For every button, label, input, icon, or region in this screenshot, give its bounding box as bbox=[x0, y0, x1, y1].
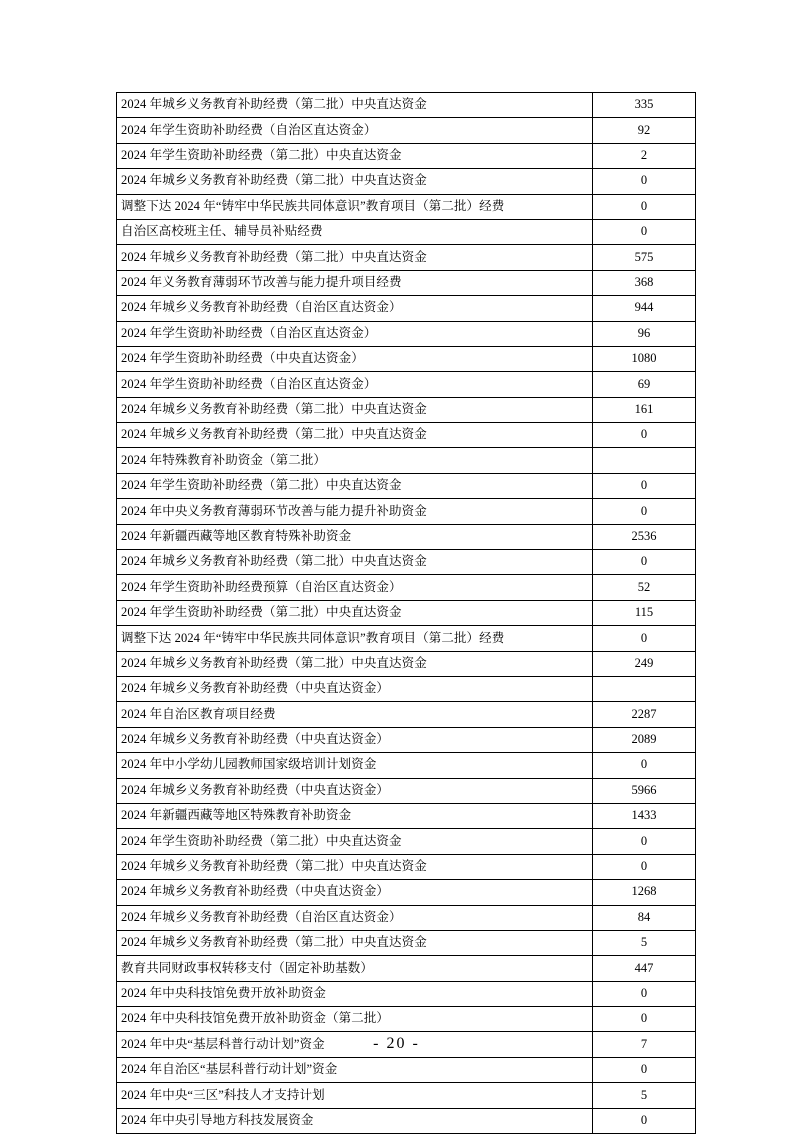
table-cell-item: 2024 年学生资助补助经费（中央直达资金） bbox=[117, 346, 593, 371]
table-row bbox=[117, 169, 696, 194]
table-cell-item: 2024 年城乡义务教育补助经费（第二批）中央直达资金 bbox=[117, 245, 593, 270]
table-cell-item: 2024 年城乡义务教育补助经费（中央直达资金） bbox=[117, 676, 593, 701]
table-row bbox=[117, 499, 696, 524]
table-cell-amount: 2089 bbox=[593, 727, 696, 752]
table-cell-item: 2024 年学生资助补助经费（自治区直达资金） bbox=[117, 321, 593, 346]
table-row bbox=[117, 473, 696, 498]
table-row bbox=[117, 346, 696, 371]
table-cell-amount: 69 bbox=[593, 372, 696, 397]
table-cell-amount: 2 bbox=[593, 143, 696, 168]
table-row bbox=[117, 930, 696, 955]
table-cell-item: 2024 年学生资助补助经费（第二批）中央直达资金 bbox=[117, 143, 593, 168]
table-row bbox=[117, 702, 696, 727]
table-cell-item: 2024 年新疆西藏等地区特殊教育补助资金 bbox=[117, 803, 593, 828]
table-row bbox=[117, 981, 696, 1006]
table-row bbox=[117, 550, 696, 575]
table-cell-amount: 52 bbox=[593, 575, 696, 600]
table-cell-item: 2024 年学生资助补助经费（自治区直达资金） bbox=[117, 372, 593, 397]
table-cell-amount: 0 bbox=[593, 169, 696, 194]
table-cell-item: 2024 年自治区“基层科普行动计划”资金 bbox=[117, 1057, 593, 1082]
table-cell-amount bbox=[593, 676, 696, 701]
table-cell-amount: 0 bbox=[593, 829, 696, 854]
table-row bbox=[117, 397, 696, 422]
table-cell-item: 2024 年学生资助补助经费（第二批）中央直达资金 bbox=[117, 829, 593, 854]
table-cell-amount: 5966 bbox=[593, 778, 696, 803]
table-cell-amount: 368 bbox=[593, 270, 696, 295]
table-cell-item: 2024 年城乡义务教育补助经费（第二批）中央直达资金 bbox=[117, 651, 593, 676]
table-row bbox=[117, 245, 696, 270]
table-cell-item: 2024 年城乡义务教育补助经费（中央直达资金） bbox=[117, 727, 593, 752]
table-cell-amount: 0 bbox=[593, 499, 696, 524]
table-cell-amount: 84 bbox=[593, 905, 696, 930]
table-cell-amount: 0 bbox=[593, 981, 696, 1006]
table-cell-amount: 7 bbox=[593, 1032, 696, 1057]
table-row bbox=[117, 524, 696, 549]
table-row bbox=[117, 219, 696, 244]
table-cell-amount: 335 bbox=[593, 93, 696, 118]
table-cell-item: 2024 年中央科技馆免费开放补助资金 bbox=[117, 981, 593, 1006]
table-row bbox=[117, 854, 696, 879]
table-cell-amount: 0 bbox=[593, 473, 696, 498]
table-cell-amount: 1080 bbox=[593, 346, 696, 371]
table-cell-item: 2024 年城乡义务教育补助经费（第二批）中央直达资金 bbox=[117, 854, 593, 879]
table-cell-amount: 5 bbox=[593, 1083, 696, 1108]
table-cell-item: 2024 年城乡义务教育补助经费（第二批）中央直达资金 bbox=[117, 397, 593, 422]
budget-table-body bbox=[117, 93, 696, 1134]
table-cell-item: 2024 年中央引导地方科技发展资金 bbox=[117, 1108, 593, 1133]
table-row bbox=[117, 905, 696, 930]
table-row bbox=[117, 727, 696, 752]
table-cell-item: 2024 年学生资助补助经费预算（自治区直达资金） bbox=[117, 575, 593, 600]
table-row bbox=[117, 676, 696, 701]
table-row bbox=[117, 956, 696, 981]
table-cell-amount: 115 bbox=[593, 600, 696, 625]
table-cell-item: 2024 年义务教育薄弱环节改善与能力提升项目经费 bbox=[117, 270, 593, 295]
table-cell-amount: 0 bbox=[593, 423, 696, 448]
table-cell-item: 2024 年中央“基层科普行动计划”资金 bbox=[117, 1032, 593, 1057]
table-row bbox=[117, 1057, 696, 1082]
table-cell-item: 调整下达 2024 年“铸牢中华民族共同体意识”教育项目（第二批）经费 bbox=[117, 194, 593, 219]
table-cell-item: 2024 年城乡义务教育补助经费（第二批）中央直达资金 bbox=[117, 550, 593, 575]
budget-table bbox=[116, 92, 696, 1134]
table-row bbox=[117, 321, 696, 346]
table-row bbox=[117, 1083, 696, 1108]
table-cell-amount: 96 bbox=[593, 321, 696, 346]
table-cell-amount: 1268 bbox=[593, 880, 696, 905]
table-cell-item: 调整下达 2024 年“铸牢中华民族共同体意识”教育项目（第二批）经费 bbox=[117, 626, 593, 651]
table-row bbox=[117, 423, 696, 448]
table-cell-item: 2024 年城乡义务教育补助经费（自治区直达资金） bbox=[117, 296, 593, 321]
table-cell-amount: 0 bbox=[593, 1007, 696, 1032]
table-cell-amount: 0 bbox=[593, 550, 696, 575]
table-cell-amount: 0 bbox=[593, 753, 696, 778]
table-cell-amount bbox=[593, 448, 696, 473]
table-row bbox=[117, 1007, 696, 1032]
table-row bbox=[117, 93, 696, 118]
table-cell-item: 教育共同财政事权转移支付（固定补助基数） bbox=[117, 956, 593, 981]
table-cell-amount: 1433 bbox=[593, 803, 696, 828]
table-row bbox=[117, 600, 696, 625]
table-cell-item: 2024 年学生资助补助经费（第二批）中央直达资金 bbox=[117, 473, 593, 498]
table-cell-amount: 2287 bbox=[593, 702, 696, 727]
table-cell-amount: 0 bbox=[593, 1108, 696, 1133]
table-cell-amount: 575 bbox=[593, 245, 696, 270]
table-cell-item: 2024 年城乡义务教育补助经费（第二批）中央直达资金 bbox=[117, 930, 593, 955]
page-number: - 20 - bbox=[373, 1035, 420, 1052]
table-row bbox=[117, 753, 696, 778]
table-row bbox=[117, 143, 696, 168]
table-row bbox=[117, 270, 696, 295]
table-cell-item: 2024 年城乡义务教育补助经费（第二批）中央直达资金 bbox=[117, 93, 593, 118]
table-cell-item: 2024 年城乡义务教育补助经费（自治区直达资金） bbox=[117, 905, 593, 930]
table-cell-item: 2024 年学生资助补助经费（自治区直达资金） bbox=[117, 118, 593, 143]
table-cell-amount: 161 bbox=[593, 397, 696, 422]
table-cell-item: 2024 年中央“三区”科技人才支持计划 bbox=[117, 1083, 593, 1108]
table-row bbox=[117, 448, 696, 473]
table-cell-amount: 249 bbox=[593, 651, 696, 676]
table-row bbox=[117, 651, 696, 676]
table-row bbox=[117, 880, 696, 905]
table-cell-amount: 944 bbox=[593, 296, 696, 321]
table-row bbox=[117, 626, 696, 651]
table-row bbox=[117, 118, 696, 143]
table-cell-item: 2024 年特殊教育补助资金（第二批） bbox=[117, 448, 593, 473]
table-row bbox=[117, 778, 696, 803]
table-cell-item: 2024 年学生资助补助经费（第二批）中央直达资金 bbox=[117, 600, 593, 625]
table-cell-item: 2024 年城乡义务教育补助经费（中央直达资金） bbox=[117, 778, 593, 803]
table-row bbox=[117, 194, 696, 219]
table-row bbox=[117, 575, 696, 600]
table-cell-item: 2024 年城乡义务教育补助经费（第二批）中央直达资金 bbox=[117, 169, 593, 194]
table-cell-item: 2024 年中央义务教育薄弱环节改善与能力提升补助资金 bbox=[117, 499, 593, 524]
table-cell-item: 2024 年中小学幼儿园教师国家级培训计划资金 bbox=[117, 753, 593, 778]
table-cell-amount: 447 bbox=[593, 956, 696, 981]
table-cell-item: 2024 年城乡义务教育补助经费（中央直达资金） bbox=[117, 880, 593, 905]
table-cell-amount: 2536 bbox=[593, 524, 696, 549]
table-row bbox=[117, 829, 696, 854]
table-cell-item: 自治区高校班主任、辅导员补贴经费 bbox=[117, 219, 593, 244]
table-cell-amount: 0 bbox=[593, 219, 696, 244]
table-cell-amount: 5 bbox=[593, 930, 696, 955]
table-cell-item: 2024 年自治区教育项目经费 bbox=[117, 702, 593, 727]
table-row bbox=[117, 803, 696, 828]
table-cell-item: 2024 年城乡义务教育补助经费（第二批）中央直达资金 bbox=[117, 423, 593, 448]
table-cell-amount: 0 bbox=[593, 854, 696, 879]
table-cell-amount: 0 bbox=[593, 626, 696, 651]
table-cell-amount: 0 bbox=[593, 1057, 696, 1082]
table-row bbox=[117, 1108, 696, 1133]
table-cell-item: 2024 年新疆西藏等地区教育特殊补助资金 bbox=[117, 524, 593, 549]
table-cell-amount: 0 bbox=[593, 194, 696, 219]
table-row bbox=[117, 296, 696, 321]
table-row bbox=[117, 372, 696, 397]
table-cell-amount: 92 bbox=[593, 118, 696, 143]
table-cell-item: 2024 年中央科技馆免费开放补助资金（第二批） bbox=[117, 1007, 593, 1032]
